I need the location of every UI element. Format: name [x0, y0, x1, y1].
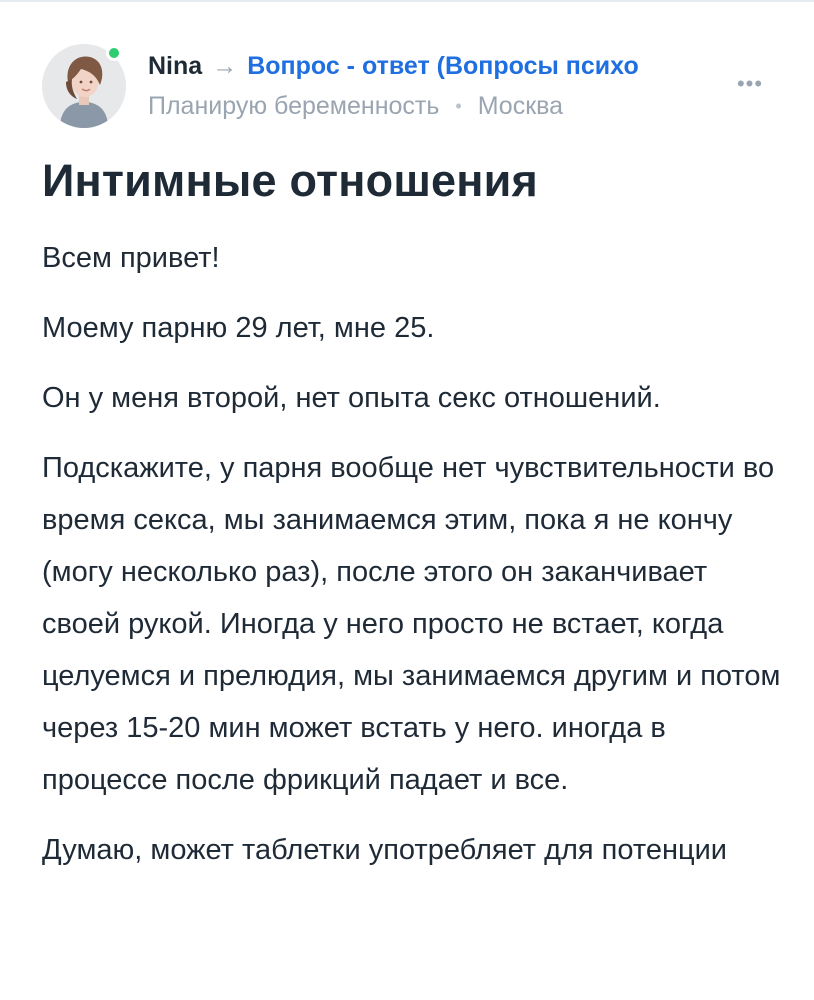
post-paragraph: Подскажите, у парня вообще нет чувствительности во время секса, мы занимаемся этим, пока я не кончу (могу несколько раз), после этого он заканчивает своей рукой. Иногда у него просто не встает, когда целуемся и прелюдия, мы занимаемся другим и потом через 15-20 мин может встать у него. иногда в процессе после фрикций падает и все.	[42, 452, 781, 796]
online-status-icon	[106, 45, 122, 61]
post-title: Интимные отношения	[42, 155, 538, 206]
more-dots-icon[interactable]: •••	[736, 71, 764, 96]
post-paragraph: Думаю, может таблетки употребляет для потенции	[42, 834, 727, 866]
author-status: Планирую беременность	[148, 92, 440, 120]
author-location: Москва	[477, 92, 564, 120]
separator-dot: •	[455, 96, 462, 116]
post-header	[0, 0, 814, 140]
post-paragraph: Он у меня второй, нет опыта секс отношений.	[42, 382, 661, 414]
community-link[interactable]: Вопрос - ответ (Вопросы психо	[247, 52, 639, 80]
post-body	[42, 232, 782, 894]
post-meta	[148, 50, 734, 84]
author-details	[148, 90, 563, 122]
post-paragraph: Всем привет!	[42, 242, 220, 274]
arrow-right-icon: →	[212, 52, 238, 80]
post-paragraph: Моему парню 29 лет, мне 25.	[42, 312, 435, 344]
author-name[interactable]: Nina	[148, 52, 203, 80]
